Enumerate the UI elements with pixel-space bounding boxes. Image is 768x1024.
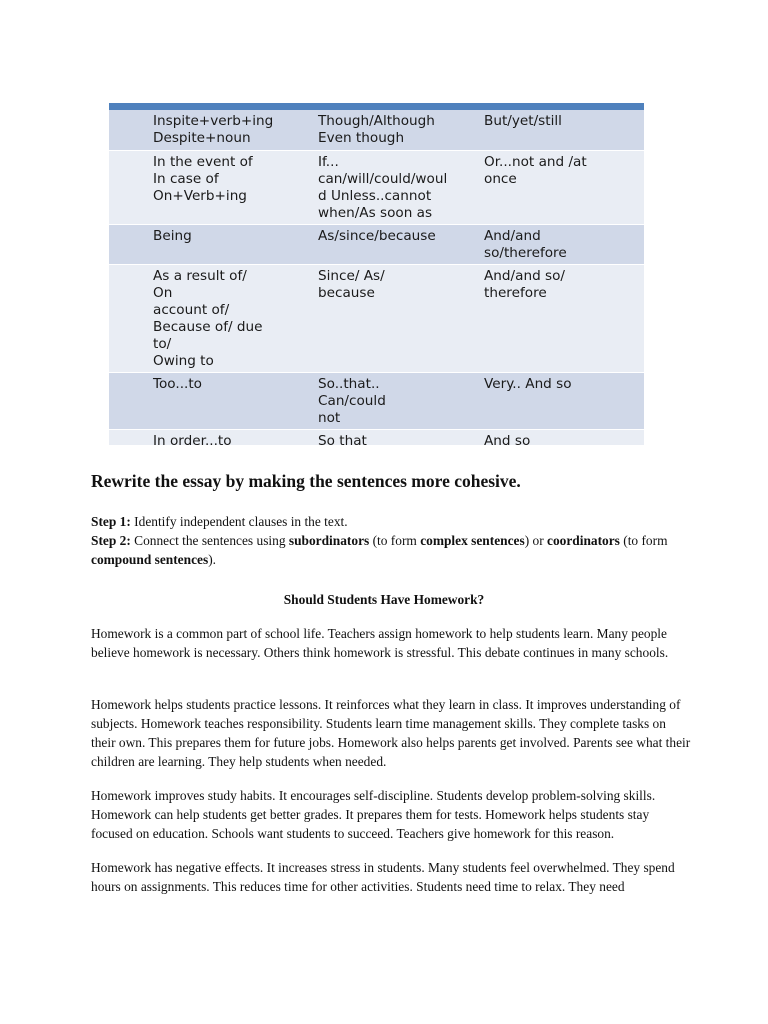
table-row xyxy=(109,224,644,264)
table-cell: In the event of In case of On+Verb+ing xyxy=(109,150,274,224)
table-cell: Being xyxy=(109,224,274,264)
step-2-text: (to form xyxy=(369,533,421,548)
table-cell: But/yet/still xyxy=(440,110,644,150)
connectors-table xyxy=(109,110,644,445)
instruction-heading: Rewrite the essay by making the sentences more cohesive. xyxy=(91,471,521,491)
table-row xyxy=(109,372,644,429)
term-subordinators: subordinators xyxy=(288,533,370,548)
essay-paragraph-2: Homework helps students practice lessons. It reinforces what they learn in class. It improves understanding of subjects. Homework teaches responsibility. Students learn time management skills. They complete tasks on their own. This prepares them for future jobs. Homework also helps parents get involved. Parents see what their children are learning. They help students when needed. xyxy=(91,697,691,769)
term-complex-sentences: complex sentences xyxy=(420,533,525,548)
table-cell: Or...not and /at once xyxy=(440,150,644,224)
term-coordinators: coordinators xyxy=(547,533,620,548)
table-header-band xyxy=(109,103,644,110)
term-compound-sentences: compound sentences xyxy=(91,552,209,567)
step-1-text: Identify independent clauses in the text. xyxy=(130,514,348,529)
table-cell: As a result of/ On account of/ Because of/ due to/ Owing to xyxy=(109,264,274,372)
table-row xyxy=(109,429,644,445)
table-cell: Since/ As/ because xyxy=(274,264,440,372)
table-cell: So that xyxy=(274,429,440,445)
table-row xyxy=(109,264,644,372)
essay-title: Should Students Have Homework? xyxy=(283,592,485,607)
table-cell: And so xyxy=(440,429,644,445)
table-cell: Though/Although Even though xyxy=(274,110,440,150)
table-cell: And/and so/therefore xyxy=(440,224,644,264)
essay-paragraph-3: Homework improves study habits. It encourages self-discipline. Students develop problem-solving skills. Homework can help students get better grades. It prepares them for tests. Homework helps students stay focused on education. Schools want students to succeed. Teachers give homework for this reason. xyxy=(91,788,656,841)
table-cell: Very.. And so xyxy=(440,372,644,429)
step-1-label: Step 1: xyxy=(91,514,131,529)
table-cell: So..that.. Can/could not xyxy=(274,372,440,429)
table-cell: In order...to xyxy=(109,429,274,445)
table-cell: As/since/because xyxy=(274,224,440,264)
step-2-text: ). xyxy=(208,552,216,567)
essay-paragraph-1: Homework is a common part of school life. Teachers assign homework to help students learn. Many people believe homework is necessary. Others think homework is stressful. This debate continues in many schools. xyxy=(91,626,669,660)
connectors-table-image xyxy=(109,103,644,445)
table-cell: Inspite+verb+ing Despite+noun xyxy=(109,110,274,150)
table-row xyxy=(109,150,644,224)
step-2-label: Step 2: xyxy=(91,533,131,548)
table-cell: And/and so/ therefore xyxy=(440,264,644,372)
step-2-text: ) or xyxy=(524,533,547,548)
step-2 xyxy=(91,531,691,569)
step-2-text: Connect the sentences using xyxy=(130,533,289,548)
step-1 xyxy=(91,512,691,531)
table-cell: If... can/will/could/woul d Unless..cannot when/As soon as xyxy=(274,150,440,224)
step-2-text: (to form xyxy=(619,533,668,548)
table-row xyxy=(109,110,644,150)
essay-paragraph-4: Homework has negative effects. It increases stress in students. Many students feel overwhelmed. They spend hours on assignments. This reduces time for other activities. Students need time to relax. They need xyxy=(91,860,675,894)
table-cell: Too...to xyxy=(109,372,274,429)
